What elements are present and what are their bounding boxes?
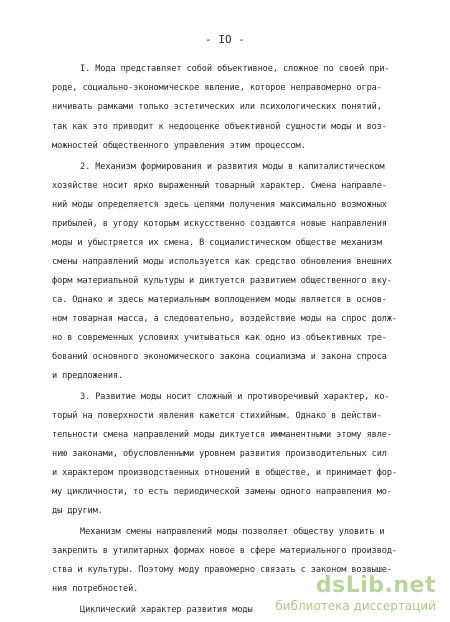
text-line: и предложения.	[52, 371, 124, 381]
text-line: прибылей, в угоду которым искусственно создаются новые направления	[52, 219, 387, 229]
text-line: Механизм смены направлений моды позволяет обществу уловить и	[80, 527, 385, 537]
text-line: нию законами, обусловленными уровнем развития производительных сил	[52, 449, 387, 459]
text-line: роде, социально-экономическое явление, которое неправомерно огра-	[52, 83, 382, 93]
text-line: са. Однако и здесь материальным воплощением моды является в основ-	[52, 295, 387, 305]
text-line: закрепить в утилитарных формах новое в сфере материального производ-	[52, 546, 398, 556]
text-line: I. Мода представляет собой объективное, сложное по своей при-	[80, 64, 390, 74]
page-number: - IO -	[205, 33, 245, 46]
text-line: но в современных условиях учитываться как одно из объективных тре-	[52, 333, 387, 343]
text-line: так как это приводит к недооценке объективной сущности моды и воз-	[52, 122, 387, 132]
text-line: му цикличности, то есть периодической замены одного направления мо-	[52, 487, 392, 497]
text-line: 3. Развитие моды носит сложный и противоречивый характер, ко-	[80, 392, 390, 402]
text-line: и характером производственных отношений в обществе, и принимает фор-	[52, 468, 398, 478]
text-line: Циклический характер развития моды	[80, 605, 253, 615]
text-line: хозяйстве носит ярко выраженный товарный характер. Смена направле-	[52, 181, 387, 191]
text-line: форм материальной культуры и диктуется развитием общественного вку-	[52, 276, 392, 286]
text-line: ном товарная масса, а следовательно, воздействие моды на спрос долж-	[52, 314, 398, 324]
text-line: тельности смена направлений моды диктуется имманентными этому явле-	[52, 430, 392, 440]
watermark	[266, 573, 436, 613]
text-line: торый на поверхности явления кажется стихийным. Однако в действи-	[52, 411, 382, 421]
text-line: смены направлений моды используется как средство обновления внешних	[52, 257, 392, 267]
text-line: ды другим.	[52, 506, 103, 516]
text-line: моды и убыстряется их смена. В социалистическом обществе механизм	[52, 238, 382, 248]
text-line: ний моды определяется здесь целями получения максимально возможных	[52, 200, 387, 210]
watermark-logo: dsLib.net	[315, 573, 436, 598]
text-line: бований основного экономического закона социализма и закона спроса	[52, 352, 387, 362]
text-line: ничивать рамками только эстетических или психологических понятий,	[52, 102, 382, 112]
text-line: ства и культуры. Поэтому моду правомерно связать с законом возвыше-	[52, 565, 392, 575]
text-line: можностей общественного управления этим процессом.	[52, 141, 306, 151]
text-line: ния потребностей.	[52, 584, 139, 594]
text-line: 2. Механизм формирования и развития моды в капиталистическом	[80, 162, 385, 172]
watermark-caption: библиотека диссертаций	[275, 599, 436, 613]
